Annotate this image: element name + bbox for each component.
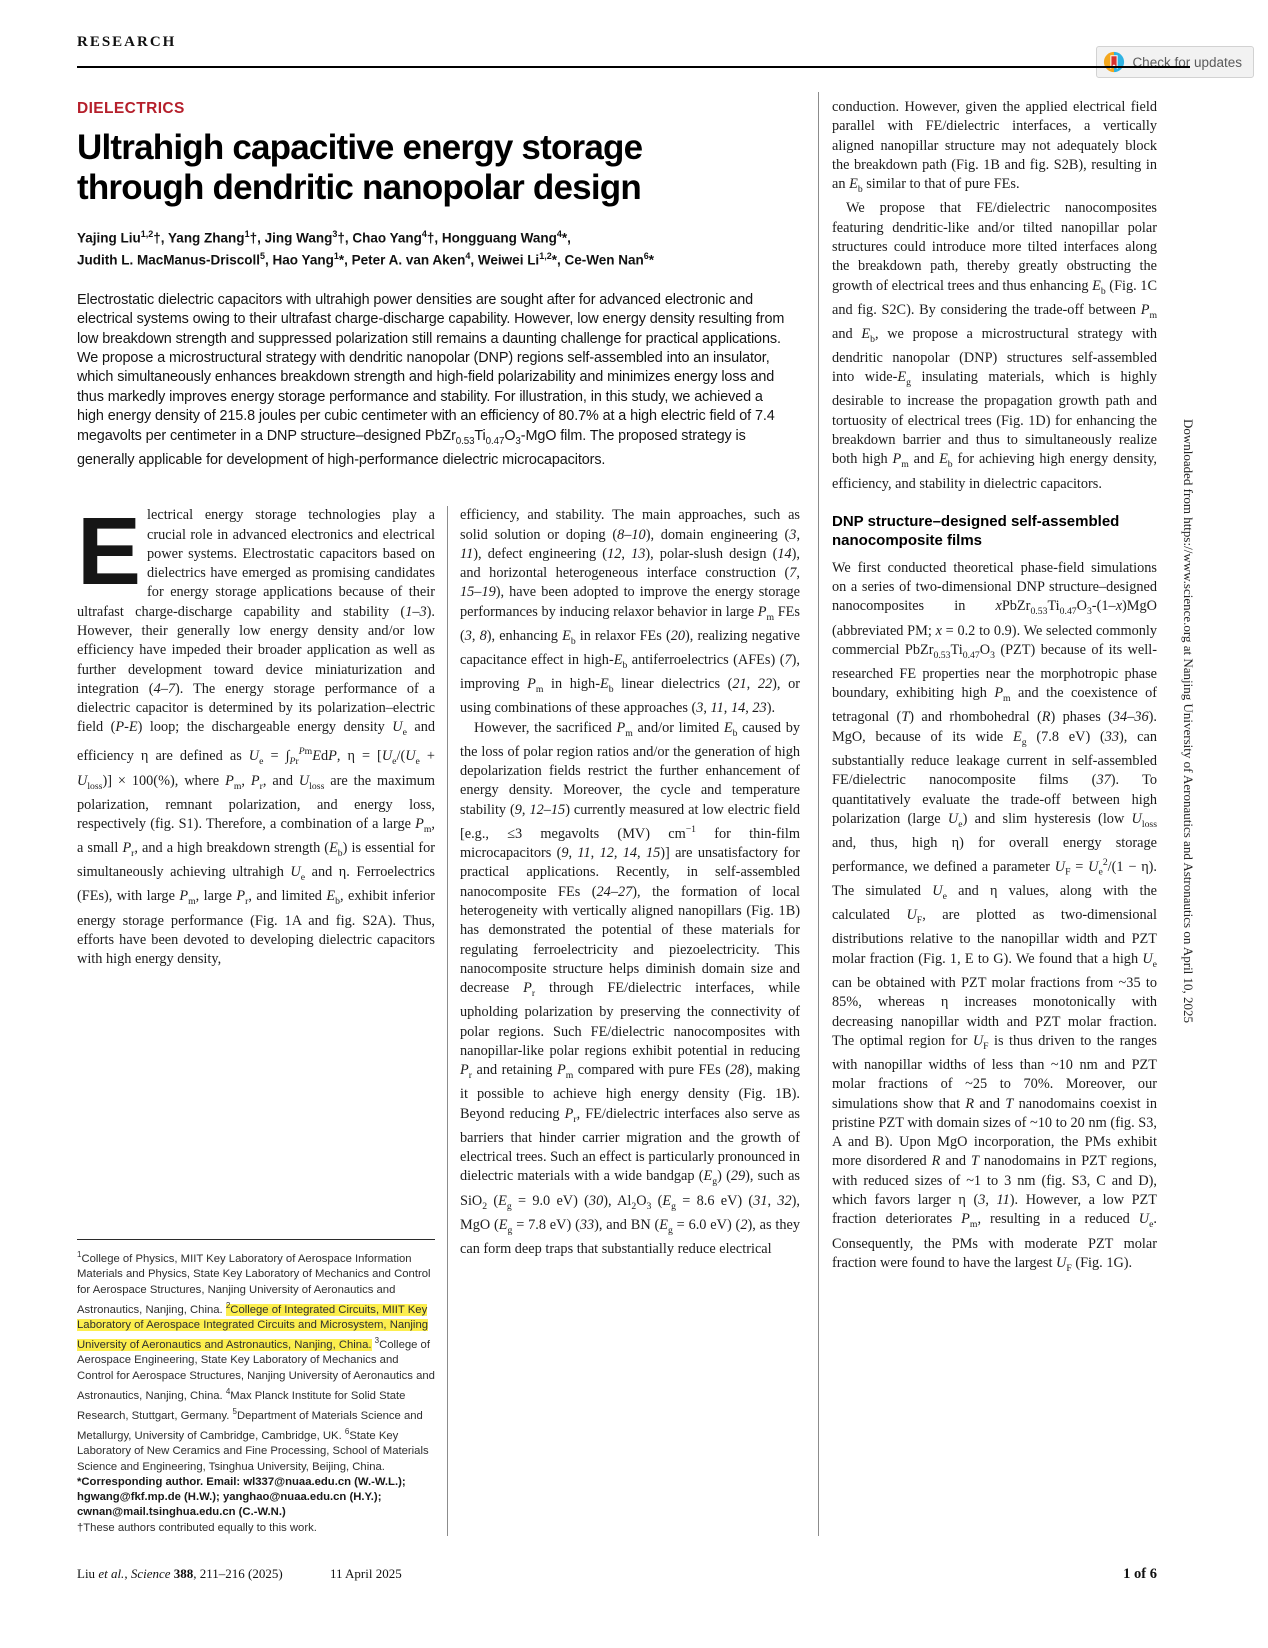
author-line: Yajing Liu$^{1,2}$†, Yang Zhang$^1$†, Jing Wang$^3$†, Chao Yang$^4$†, Hongguang Wang$^4$*, [77, 228, 571, 245]
column-1 [77, 498, 436, 1536]
footnotes-block [77, 1239, 435, 1536]
page-number: 1 of 6 [1123, 1566, 1157, 1582]
section-label: DIELECTRICS [77, 100, 185, 117]
paragraph: We propose that FE/dielectric nanocomposites featuring dendritic-like and/or tilted nanopillar polar structures could introduce more tilted interfaces along the breakdown path, thereby greatly obstructing the growth of electrical trees and thus enhancing $E_b$ (Fig. 1C and fig. S2C). By considering the trade-off between $P_m$ and $E_b$, we propose a microstructural strategy with dendritic nanopolar (DNP) structures self-assembled into wide-$E_g$ insulating materials, which is highly desirable to increase the propagation growth path and tortuosity of electrical trees (Fig. 1D) for enhancing the breakdown barrier and thus to simultaneously realize both high $P_m$ and $E_b$ for achieving high energy density, efficiency, and stability in dielectric capacitors. [832, 200, 1158, 492]
paragraph: efficiency, and stability. The main approaches, such as solid solution or doping (8–10), domain engineering (3, 11), defect engineering (12, 13), polar-slush design (14), and horizontal heterogeneous interface construction (7, 15–19), have been adopted to improve the energy storage performances by inducing relaxor behavior in large $P_m$ FEs (3, 8), enhancing $E_b$ in relaxor FEs (20), realizing negative capacitance effect in high-$E_b$ antiferroelectrics (AFEs) (7), improving $P_m$ in high-$E_b$ linear dielectrics (21, 22), or using combinations of these approaches (3, 11, 14, 23). [460, 507, 801, 717]
page-footer [77, 1566, 1157, 1583]
article-left-block [77, 92, 800, 1536]
corresponding-author-note: *Corresponding author. Email: wl337@nuaa.edu.cn (W.-W.L.); hgwang@fkf.mp.de (H.W.); yanghao@nuaa.edu.cn (H.Y.); cwnan@mail.tsinghua.edu.cn (C.-W.N.) [77, 1475, 406, 1519]
paragraph: However, the sacrificed $P_m$ and/or limited $E_b$ caused by the loss of polar region ratios and/or the generation of high depolarization fields restrict the further enhancement of energy density. Moreover, the cycle and temperature stability (9, 12–15) currently measured at low electric field [e.g., ≤3 megavolts (MV) $cm^{-1}$ for thin-film microcapacitors (9, 11, 12, 14, 15)] are unsatisfactory for practical applications. Recently, in self-assembled nanocomposite FEs (24–27), the formation of local heterogeneity with vertically aligned nanopillars (Fig. 1B) has demonstrated the potential of these materials for regulating ferroelectricity and piezoelectricity. This nanocomposite structure helps diminish domain size and decrease $P_r$ through FE/dielectric interfaces, while upholding polarization by preserving the connectivity of polar regions. Such FE/dielectric nanocomposites with nanopillar-like polar regions exhibit potential in reducing $P_r$ and retaining $P_m$ compared with pure FEs (28), making it possible to achieve high energy density (Fig. 1B). Beyond reducing $P_r$, FE/dielectric interfaces also serve as barriers that hinder carrier migration and the growth of electrical trees. Such an effect is particularly pronounced in dielectric materials with a wide bandgap $(E_g)$ (29), such as SiO$_2$ ($E_g = 9.0$ eV) (30), $Al_2O_3$ ($E_g = 8.6$ eV) (31, 32), MgO ($E_g = 7.8$ eV) (33), and BN ($E_g = 6.0$ eV) (2), as they can form deep traps that substantially reduce electrical [460, 719, 801, 1257]
drop-cap: E [77, 498, 139, 606]
paragraph [77, 498, 436, 969]
equal-contribution-note: †These authors contributed equally to this work. [77, 1521, 317, 1534]
author-list [77, 227, 800, 271]
article-header [77, 92, 800, 470]
page [0, 34, 1268, 1648]
author-line: Judith L. MacManus-Driscoll$^5$, Hao Yang$^1$*, Peter A. van Aken$^4$, Weiwei Li$^{1,2}$*, Ce-Wen Nan$^6$* [77, 250, 654, 268]
paragraph: We first conducted theoretical phase-field simulations on a series of two-dimensional DNP structure–designed nanocomposites in $xPbZr_{0.53}Ti_{0.47}O_3-(1-x)MgO$ (abbreviated PM; x = 0.2 to 0.9). We selected commonly commercial $PbZr_{0.53}Ti_{0.47}O_3$ (PZT) because of its well-researched FE properties near the morphotropic phase boundary, exhibiting high $P_m$ and the coexistence of tetragonal (T) and rhombohedral (R) phases (34–36). MgO, because of its wide $E_g$ (7.8 eV) (33), can substantially reduce leakage current in self-assembled FE/dielectric nanocomposite films (37). To quantitatively evaluate the trade-off between high polarization (large $U_e$) and slim hysteresis (low $U_{loss}$ and, thus, high η) for overall energy storage performance, we defined a parameter $U_F = U_e^2/(1 - \eta)$. The simulated $U_e$ and η values, along with the calculated $U_F$, are plotted as two-dimensional distributions relative to the nanopillar width and PZT molar fraction (Fig. 1, E to G). We found that a high $U_e$ can be obtained with PZT molar fractions from ~35 to 85%, whereas η increases monotonically with decreasing nanopillar width and PZT molar fraction. The optimal region for $U_F$ is thus driven to the ranges with nanopillar widths of less than ~10 nm and PZT molar fractions of ~25 to 70%. Moreover, our simulations show that R and T nanodomains coexist in pristine PZT with domain sizes of ~10 to 20 nm (fig. S3, A and B). Upon MgO incorporation, the PMs exhibit more disordered R and T nanodomains in PZT regions, with reduced sizes of ~1 to 3 nm (fig. S3, C and D), which favors larger η (3, 11). However, a low PZT fraction deteriorates $P_m$, resulting in a reduced $U_e$. Consequently, the PMs with moderate PZT molar fraction were found to have the largest $U_F$ (Fig. 1G). [832, 559, 1158, 1274]
affiliations-note: $^1$College of Physics, MIIT Key Laboratory of Aerospace Information Materials and Physics, State Key Laboratory of Mechanics and Control for Aerospace Structures, Nanjing University of Aeronautics and Astronautics, Nanjing, China. $^2$College of Integrated Circuits, MIIT Key Laboratory of Aerospace Integrated Circuits and Microsystem, Nanjing University of Aeronautics and Astronautics, Nanjing, China. $^3$College of Aerospace Engineering, State Key Laboratory of Mechanics and Control for Aerospace Structures, Nanjing University of Aeronautics and Astronautics, Nanjing, China. $^4$Max Planck Institute for Solid State Research, Stuttgart, Germany. $^5$Department of Materials Science and Metallurgy, University of Cambridge, Cambridge, UK. $^6$State Key Laboratory of New Ceramics and Fine Processing, School of Materials Science and Engineering, Tsinghua University, Beijing, China. [77, 1250, 435, 1473]
paragraph-text: lectrical energy storage technologies play a crucial role in advanced electronics and electrical power systems. Electrostatic capacitors based on dielectrics have emerged as promising candidates for energy storage applications because of their ultrafast charge-discharge capability and stability (1–3). However, their generally low energy density and/or low efficiency have impeded their broader application as well as further development toward device miniaturization and integration (4–7). The energy storage performance of a dielectric capacitor is determined by its polarization–electric field (P-E) loop; the dischargeable energy density $U_e$ and efficiency η are defined as $U_e = \int_{Pr}^{Pm}EdP$, $\eta = [U_e/(U_e + U_{loss})] \times 100(\%)$, where $P_m$, $P_r$, and $U_{loss}$ are the maximum polarization, remnant polarization, and energy loss, respectively (fig. S1). Therefore, a combination of a large $P_m$, a small $P_r$, and a high breakdown strength $(E_b)$ is essential for simultaneously achieving ultrahigh $U_e$ and η. Ferroelectrics (FEs), with large $P_m$, large $P_r$, and limited $E_b$, exhibit inferior energy storage performance (Fig. 1A and fig. S2A). Thus, efforts have been devoted to developing dielectric capacitors with high energy density, [77, 507, 436, 968]
abstract-text: Electrostatic dielectric capacitors with ultrahigh power densities are sought after for advanced electronic and electrical systems owing to their ultrafast charge-discharge capability. However, low energy density resulting from low breakdown strength and suppressed polarization still remains a daunting challenge for practical applications. We propose a microstructural strategy with dendritic nanopolar (DNP) regions self-assembled into an insulator, which simultaneously enhances breakdown strength and high-field polarizability and minimizes energy loss and thus markedly improves energy storage performance and stability. For illustration, in this study, we achieved a high energy density of 215.8 joules per cubic centimeter with an efficiency of 80.7% at a high electric field of 7.4 megavolts per centimeter in a DNP structure–designed $PbZr_{0.53}Ti_{0.47}O_3$-MgO film. The proposed strategy is generally applicable for development of high-performance dielectric microcapacitors. [77, 291, 785, 468]
downloaded-from-notice: Downloaded from https://www.science.org at Nanjing University of Aeronautics and Astronautics on April 10, 2025 [1181, 419, 1196, 1024]
check-for-updates-label: Check for updates [1132, 54, 1242, 70]
content [77, 92, 1190, 1536]
paragraph: conduction. However, given the applied electrical field parallel with FE/dielectric interfaces, a vertically aligned nanopillar structure may not adequately block the breakdown path (Fig. 1B and fig. S2B), resulting in an $E_b$ similar to that of pure FEs. [832, 99, 1157, 196]
column-3-bottom [832, 559, 1157, 1278]
column-2 [447, 506, 800, 1536]
column-3 [818, 92, 1157, 1536]
header-rule [77, 66, 1190, 68]
footer-left [77, 1566, 402, 1582]
footer-citation: Liu et al., Science 388, 211–216 (2025) [77, 1566, 283, 1581]
page-title: Ultrahigh capacitive energy storage through dendritic nanopolar design [77, 128, 643, 208]
body-columns [77, 498, 801, 1536]
footer-date: 11 April 2025 [329, 1566, 402, 1581]
research-label: RESEARCH [77, 34, 177, 50]
section-heading: DNP structure–designed self-assembled nanocomposite films [832, 512, 1120, 550]
column-3-top [832, 98, 1157, 494]
